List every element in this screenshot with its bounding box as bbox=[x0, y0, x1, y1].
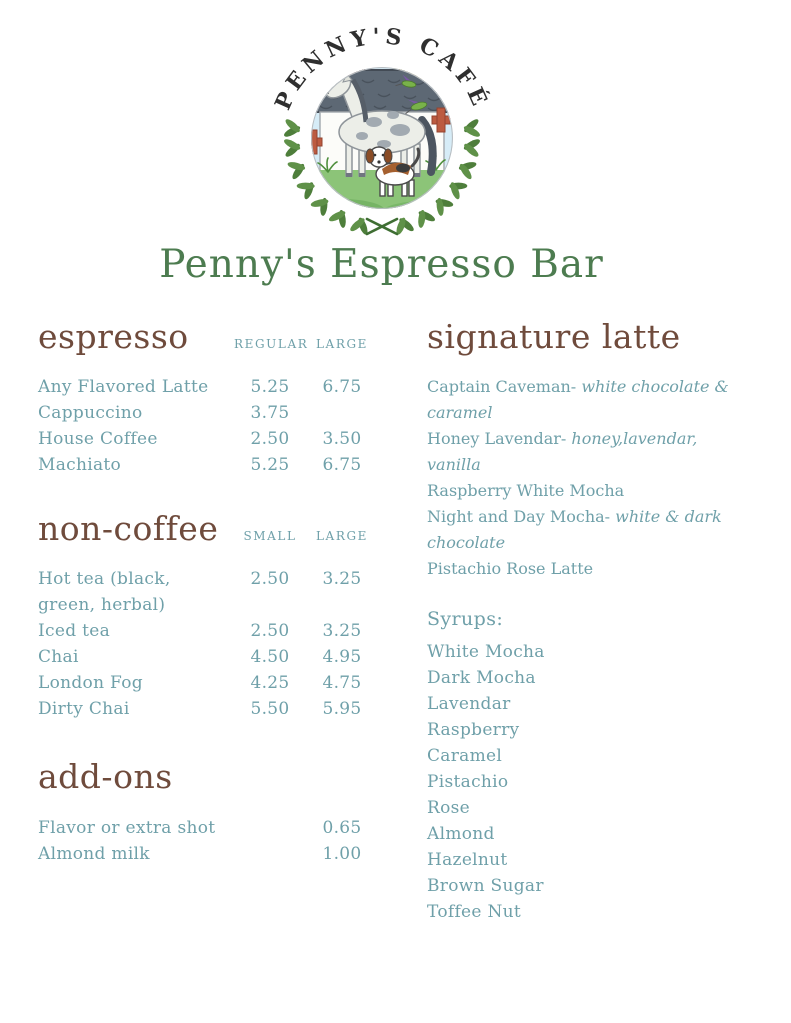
non-coffee-heading: non-coffee bbox=[38, 509, 219, 549]
espresso-size-col-large: LARGE bbox=[315, 336, 368, 351]
item-price-large: 4.75 bbox=[322, 673, 362, 694]
item-price-small: 5.50 bbox=[250, 699, 290, 720]
syrups-section bbox=[427, 606, 755, 925]
item-name: Flavor or extra shot bbox=[38, 817, 216, 838]
signature-item-desc: white chocolate & caramel bbox=[427, 377, 729, 423]
espresso-section bbox=[38, 317, 378, 478]
item-name: Chai bbox=[38, 647, 79, 668]
item-price-small: 4.25 bbox=[250, 673, 290, 694]
add-ons-rows bbox=[38, 815, 378, 867]
signature-latte-section bbox=[427, 317, 755, 582]
cafe-logo bbox=[262, 20, 502, 236]
item-price-large: 6.75 bbox=[322, 455, 362, 476]
add-ons-heading: add-ons bbox=[38, 757, 173, 797]
signature-items bbox=[427, 374, 755, 582]
item-name: Dirty Chai bbox=[38, 699, 130, 720]
espresso-size-col-regular: REGULAR bbox=[234, 336, 309, 351]
item-name: House Coffee bbox=[38, 429, 158, 450]
item-price-small: 2.50 bbox=[250, 621, 290, 642]
non-coffee-section bbox=[38, 509, 378, 722]
item-price: 0.65 bbox=[322, 817, 362, 838]
add-ons-header-row bbox=[38, 757, 378, 797]
syrup-item: Hazelnut bbox=[427, 850, 508, 871]
page-title: Penny's Espresso Bar bbox=[159, 242, 604, 287]
syrup-item: Toffee Nut bbox=[427, 902, 522, 923]
signature-item bbox=[427, 478, 755, 504]
menu-item-row bbox=[38, 374, 378, 400]
item-name: Machiato bbox=[38, 455, 122, 476]
item-name: Hot tea (black, green, herbal) bbox=[38, 569, 171, 616]
syrup-item: Lavendar bbox=[427, 694, 511, 715]
non-coffee-header-row bbox=[38, 509, 378, 549]
signature-item-name: Captain Caveman- bbox=[427, 377, 577, 397]
item-name: Almond milk bbox=[38, 843, 150, 864]
syrup-item: Rose bbox=[427, 798, 471, 819]
non-coffee-size-col-small: SMALL bbox=[243, 529, 297, 544]
signature-item-name: Raspberry White Mocha bbox=[427, 481, 625, 501]
item-price-large: 5.95 bbox=[322, 699, 362, 720]
syrups-list bbox=[427, 639, 755, 925]
item-price-large: 6.75 bbox=[322, 377, 362, 398]
syrup-item: Pistachio bbox=[427, 772, 509, 793]
menu-item-row bbox=[38, 452, 378, 478]
menu-item-row bbox=[38, 841, 378, 867]
menu-item-row bbox=[38, 566, 378, 618]
item-price-regular: 2.50 bbox=[250, 429, 290, 450]
item-price-large: 3.25 bbox=[322, 621, 362, 642]
item-price-large: 4.95 bbox=[322, 647, 362, 668]
espresso-rows bbox=[38, 374, 378, 478]
item-price-small: 2.50 bbox=[250, 569, 290, 590]
signature-item-name: Night and Day Mocha- bbox=[427, 507, 611, 527]
menu-columns bbox=[0, 317, 791, 925]
non-coffee-rows bbox=[38, 566, 378, 722]
syrup-item: Almond bbox=[427, 824, 495, 845]
syrup-item: Dark Mocha bbox=[427, 668, 536, 689]
espresso-heading: espresso bbox=[38, 316, 189, 356]
item-price-small: 4.50 bbox=[250, 647, 290, 668]
item-name: Iced tea bbox=[38, 621, 111, 642]
menu-item-row bbox=[38, 400, 378, 426]
syrup-item: Raspberry bbox=[427, 720, 520, 741]
signature-item-desc: honey,lavendar, vanilla bbox=[427, 429, 698, 475]
signature-item bbox=[427, 426, 755, 478]
menu-item-row bbox=[38, 815, 378, 841]
syrup-item: Brown Sugar bbox=[427, 876, 544, 897]
logo-arc-text: PENNY'S CAFÉ bbox=[269, 23, 494, 114]
menu-item-row bbox=[38, 670, 378, 696]
signature-latte-heading: signature latte bbox=[427, 316, 681, 356]
syrups-heading: Syrups: bbox=[427, 608, 504, 631]
signature-item-name: Honey Lavendar- bbox=[427, 429, 567, 449]
signature-item bbox=[427, 556, 755, 582]
item-name: Any Flavored Latte bbox=[38, 377, 209, 398]
item-name: Cappuccino bbox=[38, 403, 143, 424]
menu-item-row bbox=[38, 696, 378, 722]
item-name: London Fog bbox=[38, 673, 143, 694]
add-ons-section bbox=[38, 757, 378, 866]
left-column bbox=[38, 317, 378, 925]
item-price-regular: 5.25 bbox=[250, 377, 290, 398]
item-price-large: 3.25 bbox=[322, 569, 362, 590]
menu-item-row bbox=[38, 426, 378, 452]
signature-item bbox=[427, 374, 755, 426]
menu-header bbox=[0, 0, 777, 289]
syrup-item: Caramel bbox=[427, 746, 503, 767]
non-coffee-size-col-large: LARGE bbox=[315, 529, 368, 544]
menu-item-row bbox=[38, 644, 378, 670]
signature-item bbox=[427, 504, 755, 556]
menu-item-row bbox=[38, 618, 378, 644]
right-column bbox=[427, 317, 755, 925]
item-price-regular: 5.25 bbox=[250, 455, 290, 476]
signature-item-name: Pistachio Rose Latte bbox=[427, 559, 594, 579]
item-price-regular: 3.75 bbox=[250, 403, 290, 424]
item-price: 1.00 bbox=[322, 843, 362, 864]
espresso-header-row bbox=[38, 317, 378, 357]
signature-item-desc: white & dark chocolate bbox=[427, 507, 722, 553]
syrup-item: White Mocha bbox=[427, 642, 545, 663]
item-price-large: 3.50 bbox=[322, 429, 362, 450]
